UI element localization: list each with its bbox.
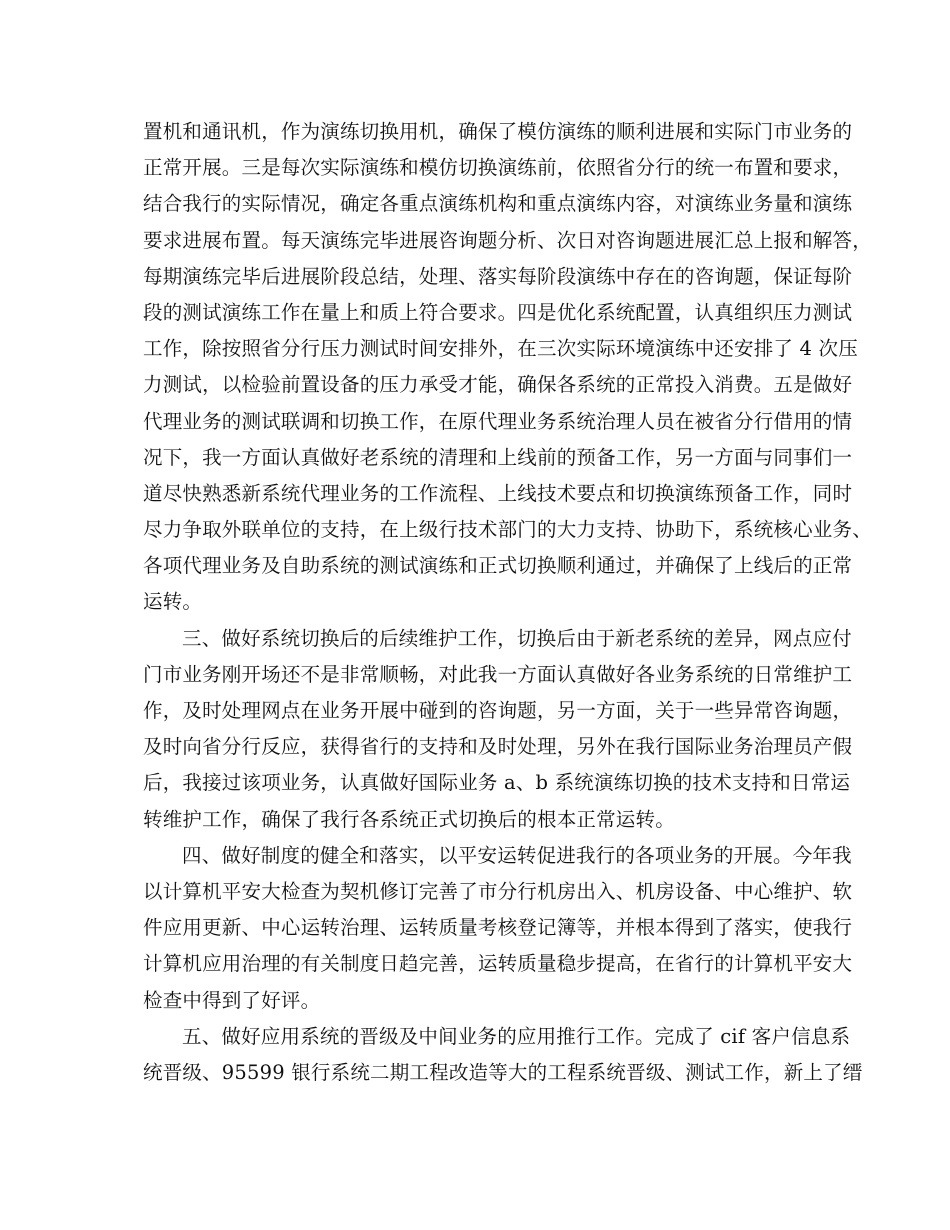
document-body — [143, 114, 872, 1091]
text-line: 代理业务的测试联调和切换工作，在原代理业务系统治理人员在被省分行借用的情 — [143, 409, 853, 433]
text-line: 结合我行的实际情况，确定各重点演练机构和重点演练内容，对演练业务量和演练 — [143, 192, 853, 216]
text-line: 每期演练完毕后进展阶段总结，处理、落实每阶段演练中存在的咨询题，保证每阶 — [143, 264, 853, 288]
text-line: 工作，除按照省分行压力测试时间安排外，在三次实际环境演练中还安排了 4 次压 — [143, 337, 858, 361]
text-line: 况下，我一方面认真做好老系统的清理和上线前的预备工作，另一方面与同事们一 — [143, 445, 853, 469]
text-line: 转维护工作，确保了我行各系统正式切换后的根本正常运转。 — [143, 807, 675, 831]
text-line: 力测试，以检验前置设备的压力承受才能，确保各系统的正常投入消费。五是做好 — [143, 373, 853, 397]
text-line: 运转。 — [143, 590, 203, 614]
text-line: 及时向省分行反应，获得省行的支持和及时处理，另外在我行国际业务治理员产假 — [143, 735, 853, 759]
paragraph-start-line: 五、做好应用系统的晋级及中间业务的应用推行工作。完成了 cif 客户信息系 — [182, 1024, 851, 1048]
text-line: 段的测试演练工作在量上和质上符合要求。四是优化系统配置，认真组织压力测试 — [143, 300, 853, 324]
text-line: 件应用更新、中心运转治理、运转质量考核登记簿等，并根本得到了落实，使我行 — [143, 916, 853, 940]
text-line: 各项代理业务及自助系统的测试演练和正式切换顺利通过，并确保了上线后的正常 — [143, 554, 853, 578]
text-line: 置机和通讯机，作为演练切换用机，确保了模仿演练的顺利进展和实际门市业务的 — [143, 120, 853, 143]
text-line: 作，及时处理网点在业务开展中碰到的咨询题，另一方面，关于一些异常咨询题， — [143, 699, 853, 722]
text-line: 正常开展。三是每次实际演练和模仿切换演练前，依照省分行的统一布置和要求， — [143, 156, 853, 180]
text-line: 计算机应用治理的有关制度日趋完善，运转质量稳步提高，在省行的计算机平安大 — [143, 952, 853, 976]
text-line: 门市业务刚开场还不是非常顺畅，对此我一方面认真做好各业务系统的日常维护工 — [143, 662, 853, 686]
paragraph-start-line: 四、做好制度的健全和落实，以平安运转促进我行的各项业务的开展。今年我 — [182, 843, 852, 867]
text-line: 道尽快熟悉新系统代理业务的工作流程、上线技术要点和切换演练预备工作，同时 — [143, 481, 853, 505]
text-line: 以计算机平安大检查为契机修订完善了市分行机房出入、机房设备、中心维护、软 — [143, 879, 853, 903]
text-line: 要求进展布置。每天演练完毕进展咨询题分析、次日对咨询题进展汇总上报和解答， — [143, 228, 872, 252]
text-line: 检查中得到了好评。 — [143, 988, 321, 1012]
text-line: 尽力争取外联单位的支持，在上级行技术部门的大力支持、协助下，系统核心业务、 — [143, 518, 872, 542]
text-line: 统晋级、95599 银行系统二期工程改造等大的工程系统晋级、测试工作，新上了缙 — [143, 1060, 863, 1084]
paragraph-start-line: 三、做好系统切换后的后续维护工作，切换后由于新老系统的差异，网点应付 — [182, 626, 852, 650]
text-line: 后，我接过该项业务，认真做好国际业务 a、b 系统演练切换的技术支持和日常运 — [143, 771, 851, 795]
